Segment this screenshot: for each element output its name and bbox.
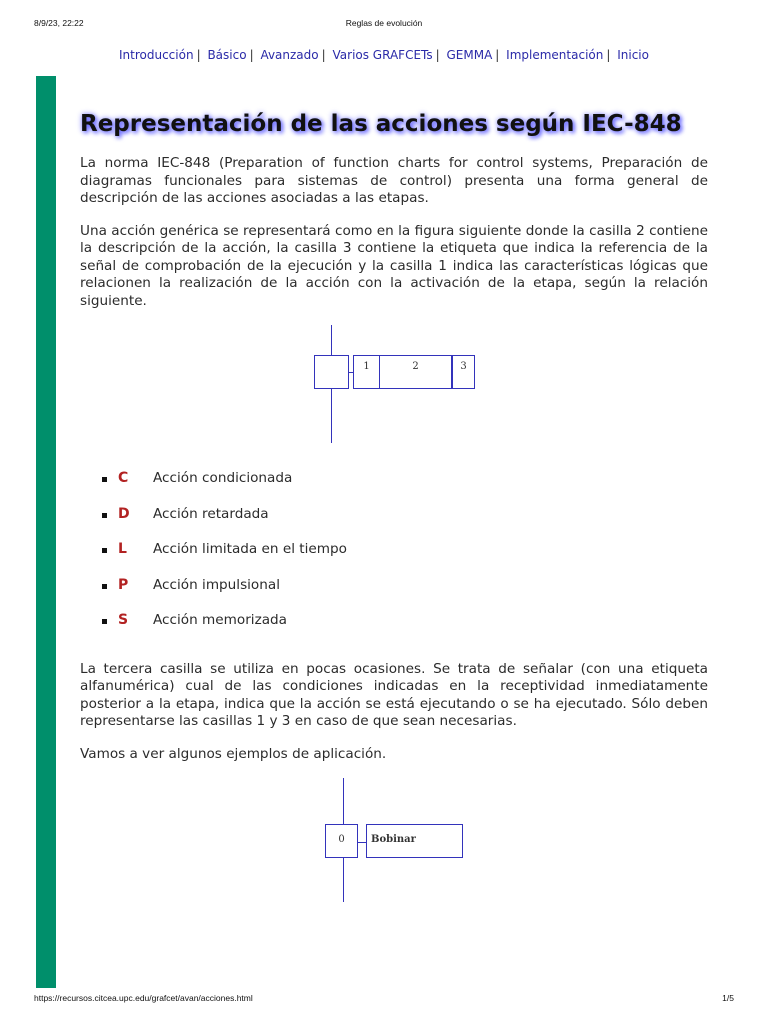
action-description: Acción limitada en el tiempo	[153, 541, 347, 557]
print-url: https://recursos.citcea.upc.edu/grafcet/avan/acciones.html	[34, 993, 253, 1003]
nav-link-gemma[interactable]: GEMMA	[446, 48, 493, 62]
diagram-cell-3: 3	[451, 355, 475, 389]
diagram-connector	[358, 842, 366, 843]
nav-link-implementacion[interactable]: Implementación	[506, 48, 604, 62]
list-item	[80, 574, 708, 610]
article-content	[80, 110, 708, 902]
action-structure-diagram	[80, 325, 708, 443]
page-title: Representación de las acciones según IEC-848	[80, 111, 682, 137]
nav-link-avanzado[interactable]: Avanzado	[260, 48, 319, 62]
action-code: D	[118, 505, 130, 522]
action-description: Acción retardada	[153, 505, 269, 522]
action-code: L	[118, 541, 127, 557]
action-code: P	[118, 576, 129, 593]
diagram-cell-2: 2	[379, 355, 452, 389]
nav-link-varios-grafcets[interactable]: Varios GRAFCETs	[332, 48, 433, 62]
diagram-cell-1: 1	[353, 355, 380, 389]
accent-side-bar	[36, 76, 56, 988]
top-navigation: Introducción | Básico | Avanzado | Varios GRAFCETs | GEMMA | Implementación | Inicio	[119, 48, 649, 62]
intro-paragraph: La norma IEC-848 (Preparation of function charts for control systems, Preparación de diagramas funcionales para sistemas de control) presenta una forma general de descripción de las acciones asociadas a las etapas.	[80, 155, 708, 206]
bullet-icon	[102, 619, 107, 624]
diagram-step-box	[325, 824, 358, 858]
bullet-icon	[102, 477, 107, 482]
example-diagram-bobinar	[80, 778, 708, 902]
print-footer	[0, 993, 768, 1007]
list-item	[80, 503, 708, 539]
nav-link-introduccion[interactable]: Introducción	[119, 48, 194, 62]
list-item	[80, 609, 708, 645]
step-number: 0	[338, 834, 345, 845]
nav-link-inicio[interactable]: Inicio	[617, 48, 649, 62]
action-type-list	[80, 467, 708, 645]
examples-intro: Vamos a ver algunos ejemplos de aplicación.	[80, 745, 387, 762]
action-description: Acción condicionada	[153, 470, 293, 486]
list-item	[80, 467, 708, 503]
third-cell-paragraph: La tercera casilla se utiliza en pocas ocasiones. Se trata de señalar (con una etiqueta alfanumérica) cual de las condiciones indicadas en la receptividad inmediatamente posterior a la etapa, indica que la acción se está ejecutando o se ha ejecutado. Sólo deben representarse las casillas 1 y 3 en caso de que sean necesarias.	[80, 660, 708, 729]
action-description: Acción memorizada	[153, 612, 287, 628]
print-page-number: 1/5	[722, 993, 734, 1003]
print-header	[0, 18, 768, 32]
generic-action-paragraph: Una acción genérica se representará como en la figura siguiente donde la casilla 2 contiene la descripción de la acción, la casilla 3 contiene la etiqueta que indica la referencia de la señal de comprobación de la ejecución y la casilla 1 indica las características lógicas que relacionen la realización de la acción con la activación de la etapa, según la relación siguiente.	[80, 222, 708, 309]
bullet-icon	[102, 513, 107, 518]
bullet-icon	[102, 548, 107, 553]
nav-link-basico[interactable]: Básico	[207, 48, 247, 62]
diagram-action-box	[366, 824, 463, 858]
action-code: C	[118, 470, 129, 486]
list-item	[80, 538, 708, 574]
bullet-icon	[102, 584, 107, 589]
diagram-step-box	[314, 355, 349, 389]
action-label: Bobinar	[371, 834, 416, 845]
action-code: S	[118, 612, 129, 628]
action-description: Acción impulsional	[153, 576, 280, 593]
print-title: Reglas de evolución	[345, 18, 423, 28]
print-date: 8/9/23, 22:22	[34, 18, 84, 28]
